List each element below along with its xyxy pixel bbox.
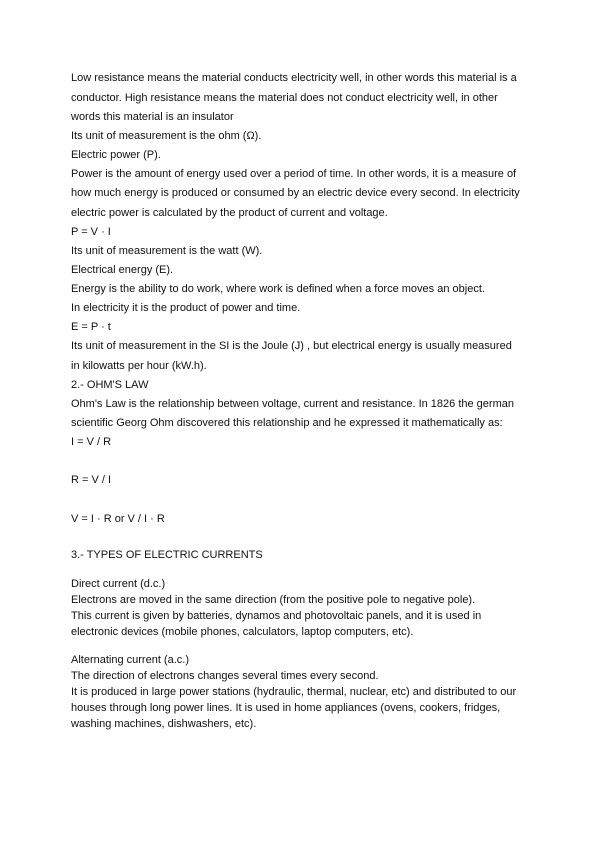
text-line: Electrons are moved in the same direction (from the positive pole to negative pole).	[71, 594, 476, 606]
text-line: scientific Georg Ohm discovered this relationship and he expressed it mathematically as:	[71, 417, 503, 429]
text-line: washing machines, dishwashers, etc).	[71, 718, 257, 730]
text-line: Its unit of measurement is the ohm (Ω).	[71, 130, 262, 142]
subheading: Direct current (d.c.)	[71, 578, 166, 590]
text-line: It is produced in large power stations (hydraulic, thermal, nuclear, etc) and distributed to our	[71, 686, 517, 698]
text-line: words this material is an insulator	[71, 111, 234, 123]
formula: I = V / R	[71, 436, 112, 448]
text-line: Energy is the ability to do work, where work is defined when a force moves an object.	[71, 283, 485, 295]
text-line: Its unit of measurement is the watt (W).	[71, 245, 263, 257]
text-line: In electricity it is the product of power and time.	[71, 302, 301, 314]
formula: P = V · I	[71, 226, 111, 238]
text-line: Power is the amount of energy used over a period of time. In other words, it is a measure of	[71, 168, 517, 180]
text-line: Low resistance means the material conducts electricity well, in other words this material is a	[71, 72, 517, 84]
section-heading: 2.- OHM'S LAW	[71, 379, 149, 391]
text-line: houses through long power lines. It is used in home appliances (ovens, cookers, fridges,	[71, 702, 501, 714]
text-line: Its unit of measurement in the SI is the Joule (J) , but electrical energy is usually measured	[71, 340, 512, 352]
text-line: electronic devices (mobile phones, calculators, laptop computers, etc).	[71, 626, 414, 638]
text-line: Ohm's Law is the relationship between voltage, current and resistance. In 1826 the german	[71, 398, 514, 410]
text-line: how much energy is produced or consumed by an electric device every second. In electricity	[71, 187, 520, 199]
section-heading: Electrical energy (E).	[71, 264, 174, 276]
section-heading: 3.- TYPES OF ELECTRIC CURRENTS	[71, 549, 263, 561]
text-line: electric power is calculated by the product of current and voltage.	[71, 207, 388, 219]
text-line: The direction of electrons changes several times every second.	[71, 670, 379, 682]
subheading: Alternating current (a.c.)	[71, 654, 189, 666]
text-line: conductor. High resistance means the material does not conduct electricity well, in other	[71, 92, 498, 104]
text-line: in kilowatts per hour (kW.h).	[71, 360, 207, 372]
formula: R = V / I	[71, 474, 112, 486]
section-heading: Electric power (P).	[71, 149, 161, 161]
formula: E = P · t	[71, 321, 111, 333]
text-line: This current is given by batteries, dynamos and photovoltaic panels, and it is used in	[71, 610, 482, 622]
formula: V = I · R or V / I · R	[71, 513, 165, 525]
